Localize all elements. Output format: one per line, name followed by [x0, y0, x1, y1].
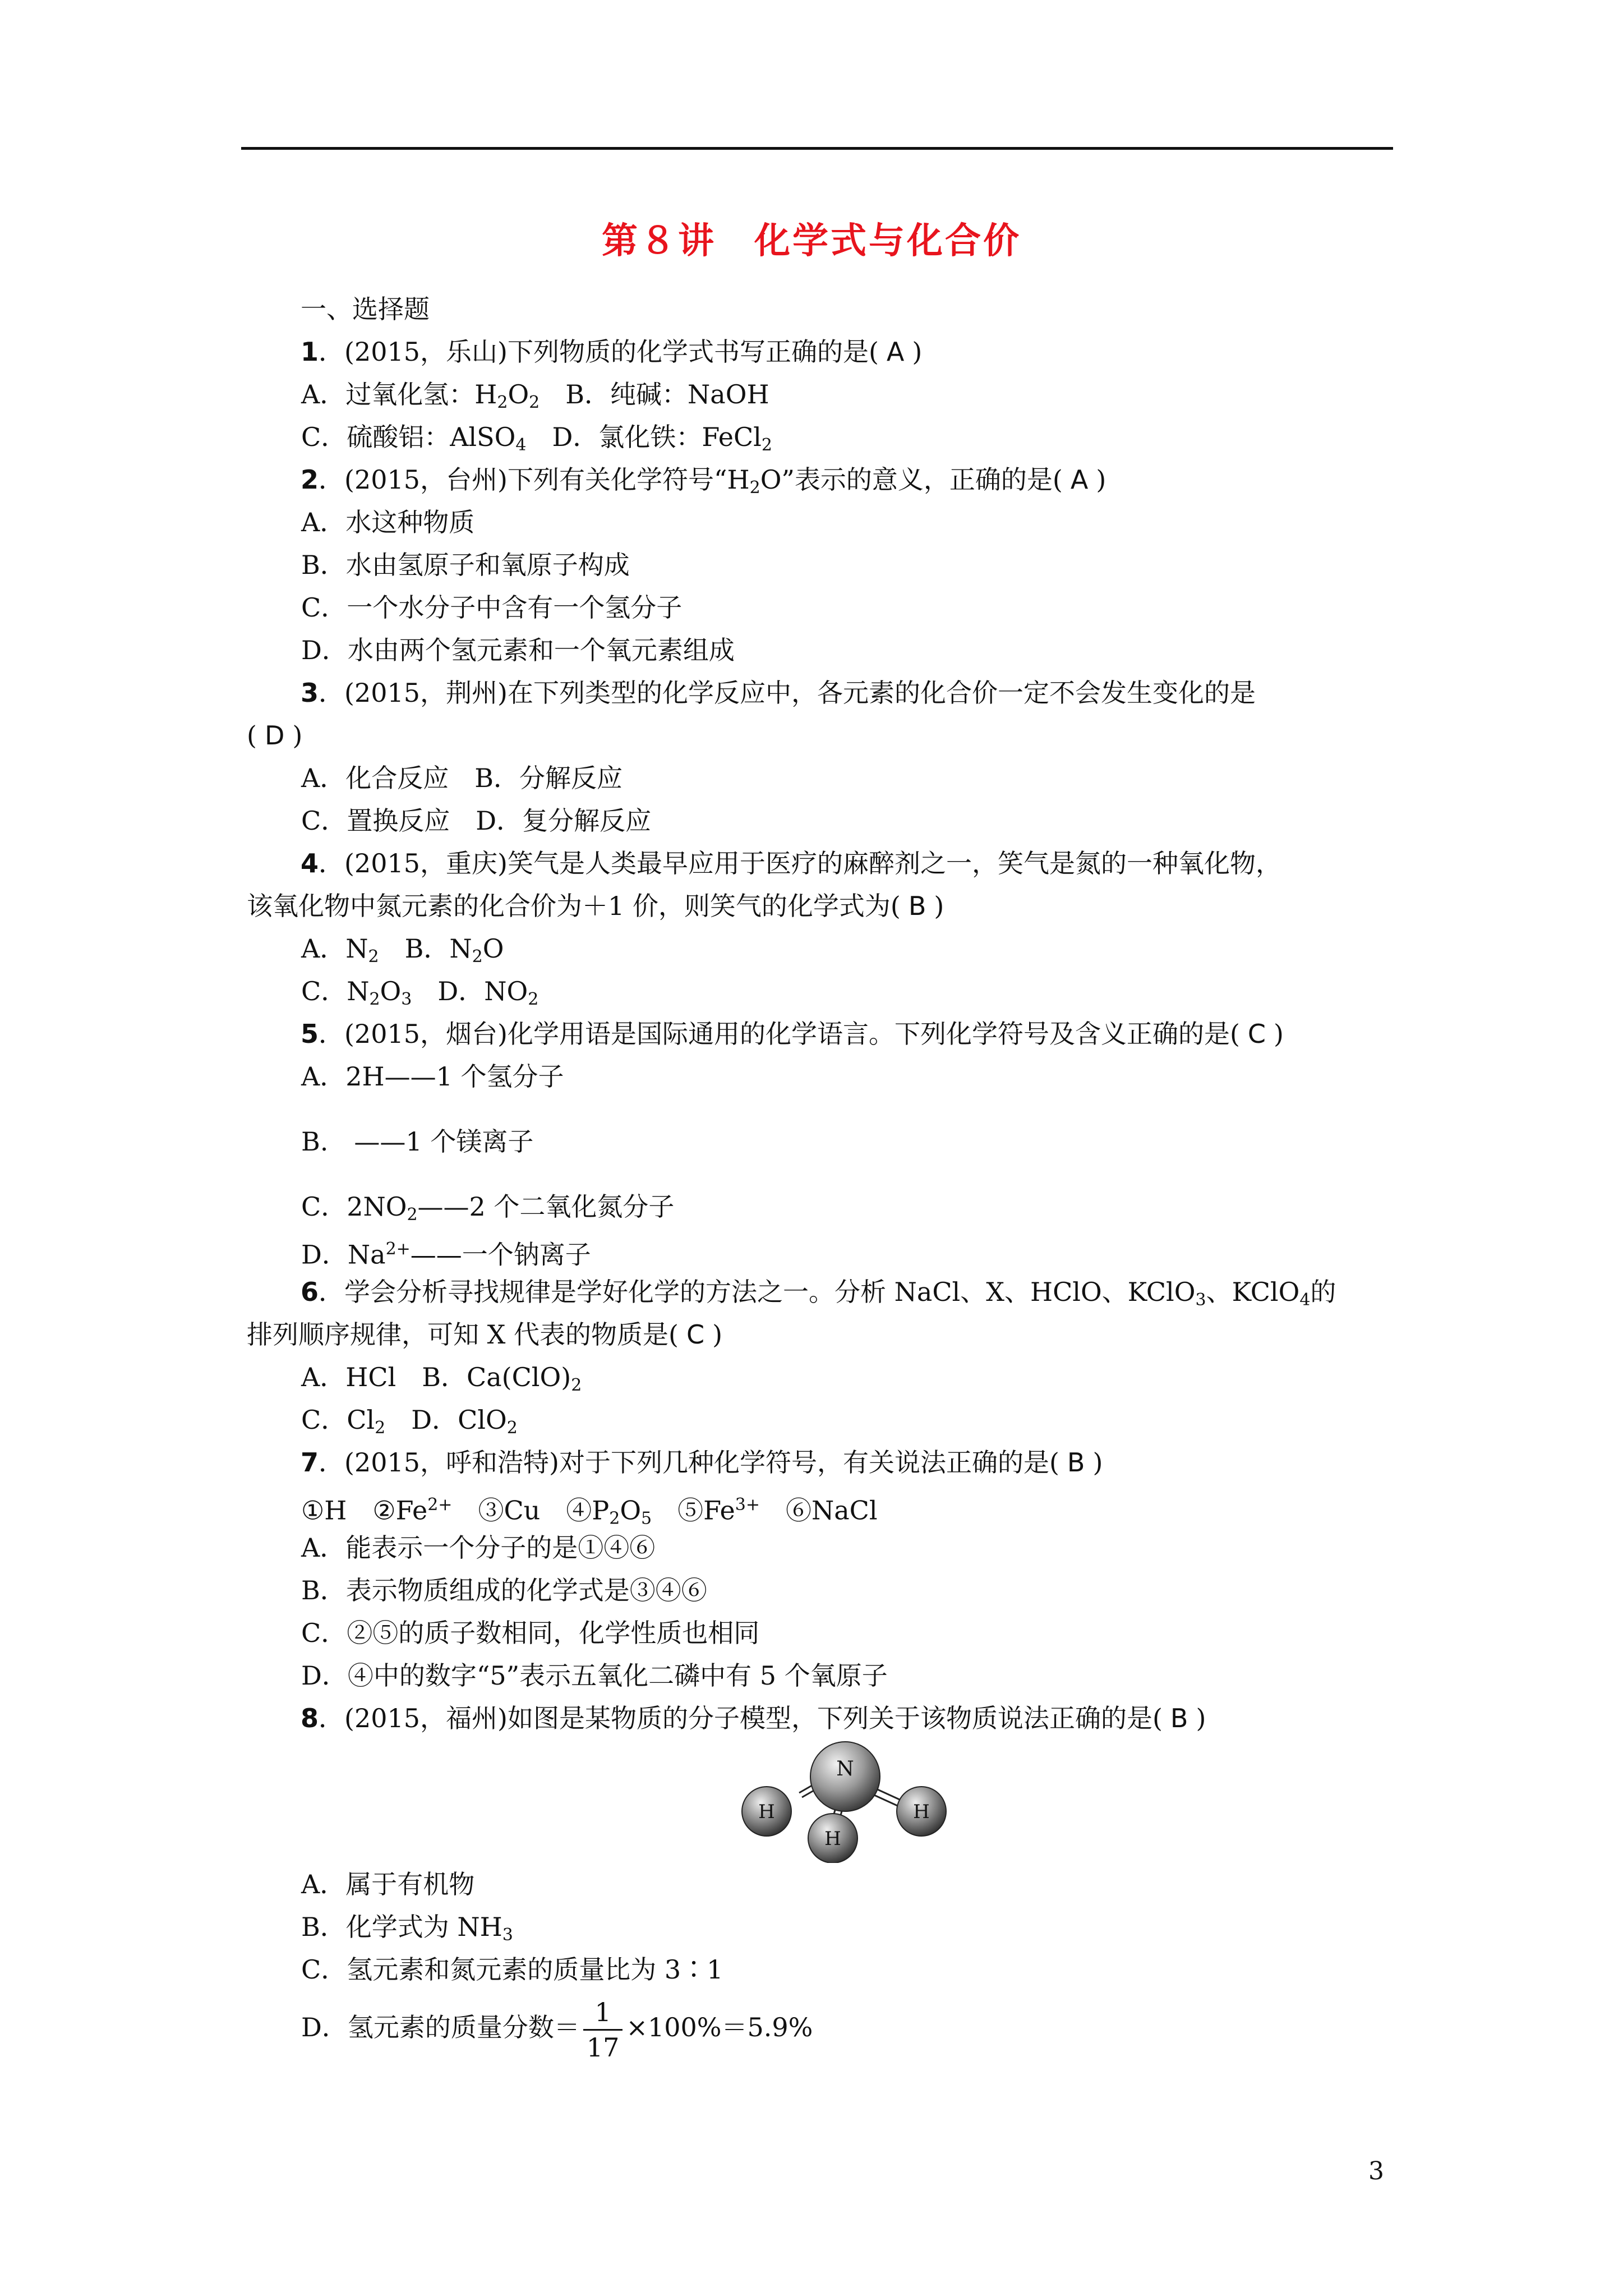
- question-1-stem: 1．(2015，乐山)下列物质的化学式书写正确的是( A ): [301, 337, 923, 367]
- question-number: 2: [301, 464, 319, 495]
- question-number: 8: [301, 1703, 319, 1733]
- question-7-option-a: A．能表示一个分子的是①④⑥: [301, 1533, 656, 1563]
- question-6-stem-cont: 排列顺序规律，可知 X 代表的物质是( C ): [247, 1319, 723, 1350]
- question-3-answer-line: ( D ): [247, 720, 303, 751]
- question-number: 7: [301, 1447, 319, 1478]
- answer: A: [1070, 464, 1089, 495]
- fraction: $\frac{1}{17}$: [583, 1995, 623, 2064]
- question-1-options-cd: C．硫酸铝：AlSO$_4$ D．氯化铁：FeCl$_2$: [301, 422, 772, 455]
- section-heading: 一、选择题: [301, 294, 430, 324]
- question-2-option-b: B．水由氢原子和氧原子构成: [301, 550, 630, 580]
- ammonia-molecule-diagram: [726, 1740, 962, 1863]
- question-8-option-b: B．化学式为 $NH_3$: [301, 1912, 513, 1945]
- question-number: 3: [301, 678, 319, 708]
- question-7-symbols: ①H $②Fe^{2+}$ ③Cu $④P_2O_5$ $⑤Fe^{3+}$ ⑥NaCl: [301, 1495, 878, 1529]
- question-3-options-ab: A．化合反应 B．分解反应: [301, 763, 623, 793]
- answer: D: [264, 720, 285, 751]
- question-2-option-d: D．水由两个氢元素和一个氧元素组成: [301, 635, 735, 665]
- question-8-option-d: D．氢元素的质量分数＝ $\frac{1}{17}$ ×100%＝5.9%: [247, 1991, 1402, 2064]
- question-8-option-a: A．属于有机物: [301, 1869, 475, 1899]
- answer: C: [686, 1319, 705, 1350]
- question-content: [247, 288, 1402, 2064]
- question-number: 5: [301, 1019, 319, 1049]
- question-6-options-cd: C．$Cl_2$ D．ClO$_2$: [301, 1405, 518, 1438]
- question-2-stem: 2．(2015，台州)下列有关化学符号“$H_2O$”表示的意义，正确的是( A ): [301, 464, 1106, 498]
- question-number: 1: [301, 337, 319, 367]
- page-title: 第８讲 化学式与化合价: [602, 220, 1021, 262]
- question-5-option-b: B. ——1 个镁离子: [301, 1126, 534, 1157]
- question-7-stem: 7．(2015，呼和浩特)对于下列几种化学符号，有关说法正确的是( B ): [301, 1447, 1103, 1478]
- question-7-option-b: B．表示物质组成的化学式是③④⑥: [301, 1575, 707, 1605]
- question-2-option-a: A．水这种物质: [301, 507, 475, 537]
- page-number: 3: [1368, 2157, 1384, 2185]
- answer: B: [1067, 1447, 1085, 1478]
- question-7-option-c: C．②⑤的质子数相同，化学性质也相同: [301, 1618, 760, 1648]
- question-5-option-a: A．2H——1 个氢分子: [301, 1061, 564, 1092]
- question-6-stem: 6．学会分析寻找规律是学好化学的方法之一。分析 NaCl、X、HClO、KClO$_3$、KClO$_4$的: [301, 1277, 1336, 1310]
- answer: B: [1170, 1703, 1188, 1733]
- nitrogen-label: N: [836, 1757, 854, 1780]
- hydrogen-label: H: [758, 1801, 775, 1823]
- question-4-options-ab: A．$N_2$ B．$N_2O$: [301, 933, 504, 967]
- question-4-stem-cont: 该氧化物中氮元素的化合价为＋1 价，则笑气的化学式为( B ): [247, 891, 944, 921]
- question-8-option-c: C．氢元素和氮元素的质量比为 3∶1: [301, 1954, 723, 1985]
- question-4-stem: 4．(2015，重庆)笑气是人类最早应用于医疗的麻醉剂之一，笑气是氮的一种氧化物，: [301, 848, 1281, 878]
- question-number: 4: [301, 848, 319, 878]
- answer: A: [886, 337, 905, 367]
- header-rule: [241, 147, 1393, 150]
- molecule-model-figure: [247, 1740, 1402, 1863]
- question-number: 6: [301, 1277, 319, 1307]
- question-5-option-d: D．$Na^{2+}——$一个钠离子: [301, 1239, 591, 1270]
- question-5-option-c: C．$2NO_2——2$ 个二氧化氮分子: [301, 1191, 675, 1225]
- question-2-option-c: C．一个水分子中含有一个氢分子: [301, 592, 683, 623]
- question-7-option-d: D．④中的数字“5”表示五氧化二磷中有 5 个氧原子: [301, 1660, 888, 1691]
- question-3-stem: 3．(2015，荆州)在下列类型的化学反应中，各元素的化合价一定不会发生变化的是: [301, 678, 1256, 708]
- question-4-options-cd: C．$N_2O_3$ D．$NO_2$: [301, 976, 539, 1009]
- answer: C: [1247, 1019, 1266, 1049]
- question-1-options-ab: A．过氧化氢：$H_2O_2$ B．纯碱：NaOH: [301, 379, 769, 412]
- hydrogen-label: H: [824, 1828, 841, 1850]
- question-8-stem: 8．(2015，福州)如图是某物质的分子模型，下列关于该物质说法正确的是( B ): [301, 1703, 1206, 1733]
- answer: B: [908, 891, 926, 921]
- hydrogen-label: H: [913, 1801, 930, 1823]
- question-3-options-cd: C．置换反应 D．复分解反应: [301, 806, 652, 836]
- question-6-options-ab: A．HCl B．$Ca(ClO)_2$: [301, 1362, 582, 1395]
- question-5-stem: 5．(2015，烟台)化学用语是国际通用的化学语言。下列化学符号及含义正确的是( C ): [301, 1019, 1284, 1049]
